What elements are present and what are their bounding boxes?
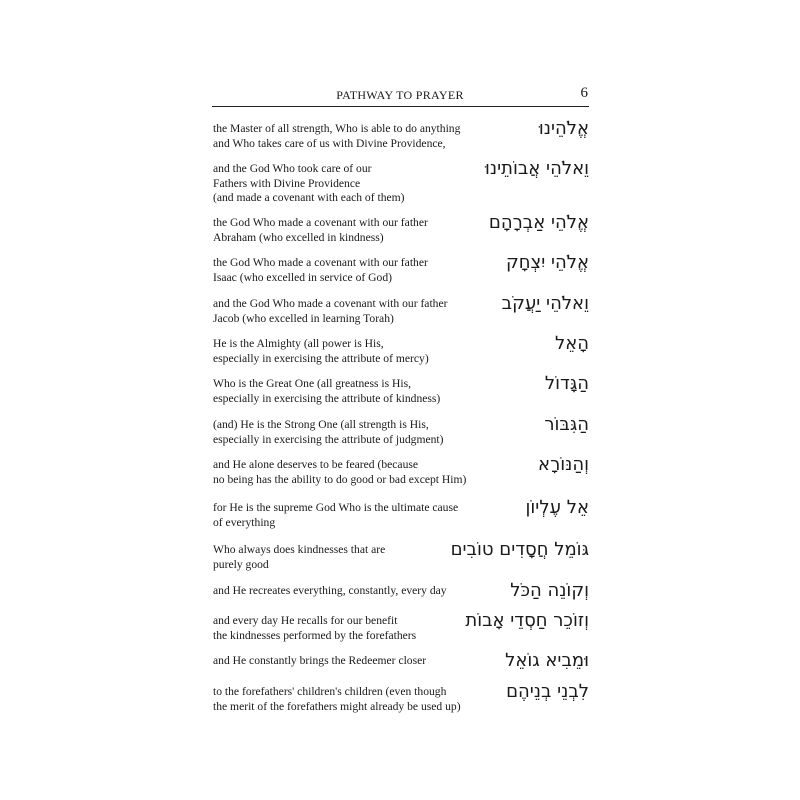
entry-hebrew: גּוֹמֵל חֲסָדִים טוֹבִים	[450, 539, 589, 560]
page-header-title: PATHWAY TO PRAYER	[336, 88, 464, 102]
page-number: 6	[580, 85, 588, 101]
entry-hebrew: אֵל עֶלְיוֹן	[525, 497, 589, 518]
entry-english: to the forefathers' children's children (even though the merit of the forefathers might already be used up)	[213, 685, 461, 713]
entry-hebrew: וְהַנּוֹרָא	[538, 454, 589, 475]
entry-hebrew: הַגָּדוֹל	[544, 373, 589, 394]
entry-english: and He recreates everything, constantly, every day	[213, 584, 447, 597]
entry-hebrew: וּמֵבִיא גוֹאֵל	[505, 650, 589, 671]
entry-hebrew: הַגִּבּוֹר	[544, 414, 589, 435]
header-rule	[212, 106, 589, 107]
entry-hebrew: אֱלֹהֵי אַבְרָהָם	[488, 212, 589, 233]
entry-english: the God Who made a covenant with our father Abraham (who excelled in kindness)	[213, 216, 428, 244]
entry-english: and He constantly brings the Redeemer closer	[213, 654, 427, 667]
entry-hebrew: אֱלֹהֵי יִצְחָק	[505, 252, 589, 273]
entry-hebrew: וְזוֹכֵר חַסְדֵי אָבוֹת	[465, 610, 589, 631]
entry-english: He is the Almighty (all power is His, especially in exercising the attribute of mercy)	[213, 337, 429, 365]
entry-english: and the God Who took care of our Fathers with Divine Providence (and made a covenant with each of them)	[213, 162, 405, 204]
entry-english: and He alone deserves to be feared (because no being has the ability to do good or bad except Him)	[213, 458, 467, 486]
entry-english: and every day He recalls for our benefit the kindnesses performed by the forefathers	[213, 614, 417, 642]
entry-hebrew: וְקוֹנֵה הַכֹּל	[510, 580, 589, 601]
entry-english: the Master of all strength, Who is able to do anything and Who takes care of us with Divine Providence,	[213, 122, 461, 150]
entry-hebrew: וֵאלֹהֵי אֲבוֹתֵינוּ	[485, 158, 589, 179]
entry-english: for He is the supreme God Who is the ultimate cause of everything	[213, 501, 459, 529]
entry-english: (and) He is the Strong One (all strength is His, especially in exercising the attribute of judgment)	[213, 418, 444, 446]
entry-english: and the God Who made a covenant with our father Jacob (who excelled in learning Torah)	[213, 297, 448, 325]
entry-hebrew: וֵאלֹהֵי יַעֲקֹב	[501, 293, 589, 314]
entry-english: Who always does kindnesses that are purely good	[213, 543, 386, 571]
entry-hebrew: הָאֵל	[554, 333, 589, 354]
entry-hebrew: לִבְנֵי בְנֵיהֶם	[506, 681, 589, 702]
entry-english: Who is the Great One (all greatness is His, especially in exercising the attribute of kindness)	[213, 377, 441, 405]
entry-hebrew: אֱלֹהֵינוּ	[538, 118, 589, 139]
entry-english: the God Who made a covenant with our father Isaac (who excelled in service of God)	[213, 256, 428, 284]
